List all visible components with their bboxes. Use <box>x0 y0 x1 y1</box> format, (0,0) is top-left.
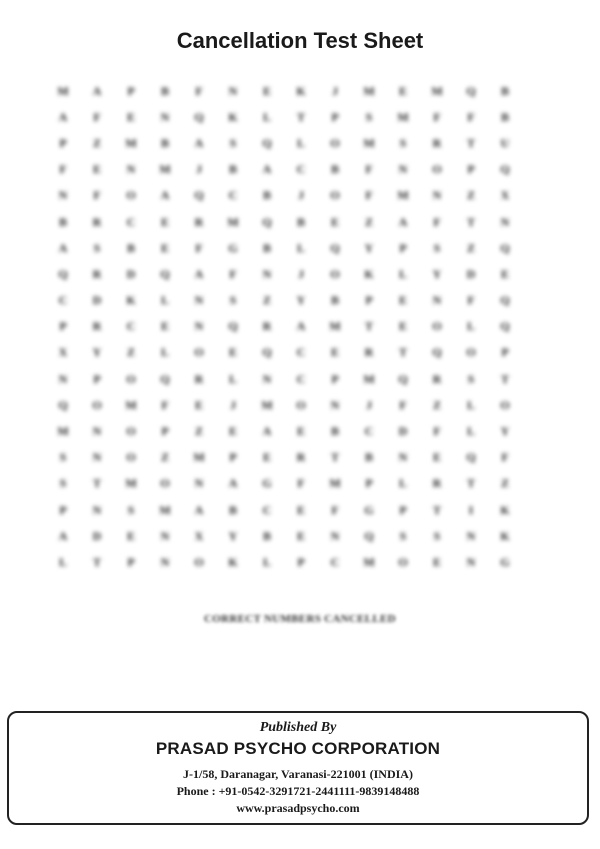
grid-letter[interactable]: O <box>92 397 102 412</box>
grid-letter[interactable]: B <box>262 188 271 203</box>
grid-letter[interactable]: C <box>296 371 306 386</box>
grid-letter[interactable]: N <box>194 293 204 308</box>
grid-letter[interactable]: M <box>159 502 171 517</box>
grid-letter[interactable]: T <box>466 476 475 491</box>
grid-letter[interactable]: Q <box>160 371 170 386</box>
grid-letter[interactable]: R <box>364 345 374 360</box>
grid-letter[interactable]: P <box>467 162 475 177</box>
grid-letter[interactable]: Z <box>364 214 373 229</box>
grid-letter[interactable]: Q <box>262 135 272 150</box>
grid-letter[interactable]: B <box>330 162 339 177</box>
grid-letter[interactable]: N <box>58 371 68 386</box>
grid-letter[interactable]: N <box>500 214 510 229</box>
grid-letter[interactable]: B <box>228 502 237 517</box>
grid-letter[interactable]: E <box>432 450 441 465</box>
grid-letter[interactable]: E <box>262 450 271 465</box>
grid-letter[interactable]: E <box>330 214 339 229</box>
grid-letter[interactable]: B <box>160 83 169 98</box>
grid-letter[interactable]: E <box>296 502 305 517</box>
grid-letter[interactable]: N <box>92 424 102 439</box>
grid-letter[interactable]: N <box>432 293 442 308</box>
grid-letter[interactable]: Y <box>500 424 510 439</box>
grid-letter[interactable]: Z <box>92 135 101 150</box>
grid-letter[interactable]: R <box>194 371 204 386</box>
grid-letter[interactable]: X <box>194 528 204 543</box>
publisher-address: J-1/58, Daranagar, Varanasi-221001 (INDIA) <box>183 767 413 781</box>
grid-letter[interactable]: Q <box>194 188 204 203</box>
grid-letter[interactable]: A <box>194 502 204 517</box>
grid-letter[interactable]: C <box>58 293 68 308</box>
grid-letter[interactable]: Q <box>432 345 442 360</box>
grid-letter[interactable]: S <box>433 528 441 543</box>
grid-letter[interactable]: Q <box>500 162 510 177</box>
grid-letter[interactable]: Q <box>398 371 408 386</box>
grid-letter[interactable]: A <box>262 162 272 177</box>
grid-letter[interactable]: O <box>160 476 170 491</box>
grid-letter[interactable]: J <box>298 266 304 281</box>
grid-letter[interactable]: E <box>194 397 203 412</box>
grid-row <box>46 392 556 418</box>
grid-letter[interactable]: C <box>296 162 306 177</box>
grid-letter[interactable]: E <box>296 528 305 543</box>
grid-letter[interactable]: E <box>398 319 407 334</box>
grid-letter[interactable]: M <box>397 188 409 203</box>
grid-letter[interactable]: Z <box>466 188 475 203</box>
grid-row <box>46 209 556 235</box>
grid-letter[interactable]: S <box>229 293 237 308</box>
grid-letter[interactable]: Q <box>500 319 510 334</box>
grid-letter[interactable]: M <box>363 371 375 386</box>
grid-letter[interactable]: G <box>228 240 238 255</box>
grid-letter[interactable]: P <box>365 476 373 491</box>
grid-row <box>46 366 556 392</box>
grid-letter[interactable]: T <box>398 345 407 360</box>
grid-row <box>46 471 556 497</box>
grid-letter[interactable]: F <box>433 214 441 229</box>
grid-letter[interactable]: N <box>228 83 238 98</box>
grid-letter[interactable]: G <box>364 502 374 517</box>
grid-letter[interactable]: O <box>126 450 136 465</box>
grid-letter[interactable]: E <box>296 424 305 439</box>
grid-letter[interactable]: F <box>93 188 101 203</box>
grid-letter[interactable]: M <box>125 397 137 412</box>
grid-letter[interactable]: M <box>329 476 341 491</box>
grid-letter[interactable]: A <box>58 528 68 543</box>
grid-letter[interactable]: E <box>160 214 169 229</box>
correct-numbers-cancelled-label: CORRECT NUMBERS CANCELLED <box>204 613 396 625</box>
grid-letter[interactable]: P <box>59 135 67 150</box>
grid-letter[interactable]: L <box>296 240 305 255</box>
grid-letter[interactable]: T <box>432 502 441 517</box>
grid-letter[interactable]: C <box>330 554 340 569</box>
grid-letter[interactable]: O <box>466 345 476 360</box>
grid-letter[interactable]: Z <box>500 476 509 491</box>
grid-letter[interactable]: O <box>296 397 306 412</box>
publisher-website: www.prasadpsycho.com <box>236 801 360 815</box>
grid-letter[interactable]: A <box>398 214 408 229</box>
grid-letter[interactable]: T <box>330 450 339 465</box>
grid-letter[interactable]: Q <box>58 266 68 281</box>
grid-letter[interactable]: S <box>399 135 407 150</box>
grid-letter[interactable]: P <box>297 554 305 569</box>
grid-letter[interactable]: B <box>126 240 135 255</box>
grid-letter[interactable]: P <box>399 502 407 517</box>
grid-letter[interactable]: F <box>365 188 373 203</box>
grid-letter[interactable]: F <box>433 424 441 439</box>
grid-row <box>46 523 556 549</box>
grid-letter[interactable]: L <box>398 476 407 491</box>
grid-letter[interactable]: Q <box>160 266 170 281</box>
grid-letter[interactable]: J <box>196 162 202 177</box>
grid-letter[interactable]: P <box>161 424 169 439</box>
grid-letter[interactable]: S <box>229 135 237 150</box>
grid-letter[interactable]: A <box>160 188 170 203</box>
grid-letter[interactable]: R <box>432 371 442 386</box>
grid-row <box>46 288 556 314</box>
grid-letter[interactable]: A <box>228 476 238 491</box>
grid-letter[interactable]: F <box>195 240 203 255</box>
grid-letter[interactable]: M <box>363 83 375 98</box>
grid-letter[interactable]: N <box>432 188 442 203</box>
grid-letter[interactable]: Y <box>92 345 102 360</box>
grid-letter[interactable]: O <box>432 319 442 334</box>
grid-letter[interactable]: K <box>500 528 510 543</box>
grid-letter[interactable]: N <box>398 450 408 465</box>
grid-letter[interactable]: M <box>397 109 409 124</box>
grid-letter[interactable]: N <box>92 450 102 465</box>
letter-grid <box>46 78 556 576</box>
grid-letter[interactable]: Y <box>364 240 374 255</box>
grid-letter[interactable]: N <box>262 371 272 386</box>
grid-letter[interactable]: Q <box>364 528 374 543</box>
grid-letter[interactable]: I <box>468 502 474 517</box>
grid-letter[interactable]: A <box>58 240 68 255</box>
grid-letter[interactable]: N <box>330 397 340 412</box>
grid-letter[interactable]: Q <box>262 345 272 360</box>
grid-letter[interactable]: F <box>467 109 475 124</box>
grid-letter[interactable]: P <box>127 83 135 98</box>
grid-letter[interactable]: B <box>500 83 509 98</box>
grid-letter[interactable]: M <box>193 450 205 465</box>
grid-letter[interactable]: Q <box>262 214 272 229</box>
grid-letter[interactable]: M <box>159 162 171 177</box>
grid-letter[interactable]: D <box>398 424 408 439</box>
grid-letter[interactable]: S <box>59 450 67 465</box>
grid-letter[interactable]: J <box>230 397 236 412</box>
grid-row <box>46 314 556 340</box>
grid-letter[interactable]: D <box>92 293 102 308</box>
grid-letter[interactable]: C <box>228 188 238 203</box>
grid-letter[interactable]: M <box>57 83 69 98</box>
grid-letter[interactable]: K <box>228 554 238 569</box>
grid-letter[interactable]: A <box>92 83 102 98</box>
grid-letter[interactable]: B <box>262 240 271 255</box>
grid-letter[interactable]: F <box>331 502 339 517</box>
grid-letter[interactable]: M <box>125 476 137 491</box>
grid-letter[interactable]: F <box>59 162 67 177</box>
grid-letter[interactable]: B <box>228 162 237 177</box>
grid-letter[interactable]: Q <box>500 293 510 308</box>
grid-letter[interactable]: S <box>467 371 475 386</box>
grid-letter[interactable]: B <box>262 528 271 543</box>
published-by-label: Published By <box>259 720 337 735</box>
grid-letter[interactable]: R <box>92 266 102 281</box>
grid-letter[interactable]: F <box>229 266 237 281</box>
grid-letter[interactable]: S <box>93 240 101 255</box>
grid-letter[interactable]: N <box>126 162 136 177</box>
grid-letter[interactable]: P <box>501 345 509 360</box>
grid-letter[interactable]: K <box>126 293 136 308</box>
grid-letter[interactable]: M <box>431 83 443 98</box>
grid-letter[interactable]: M <box>125 135 137 150</box>
grid-letter[interactable]: O <box>194 554 204 569</box>
grid-letter[interactable]: B <box>330 293 339 308</box>
grid-letter[interactable]: C <box>296 345 306 360</box>
grid-letter[interactable]: N <box>398 162 408 177</box>
grid-letter[interactable]: R <box>92 214 102 229</box>
grid-letter[interactable]: O <box>330 188 340 203</box>
grid-row <box>46 445 556 471</box>
grid-letter[interactable]: R <box>194 214 204 229</box>
grid-letter[interactable]: N <box>160 528 170 543</box>
grid-letter[interactable]: X <box>58 345 68 360</box>
grid-letter[interactable]: C <box>364 424 374 439</box>
grid-letter[interactable]: N <box>160 554 170 569</box>
grid-letter[interactable]: F <box>365 162 373 177</box>
grid-letter[interactable]: Z <box>126 345 135 360</box>
grid-letter[interactable]: L <box>228 371 237 386</box>
grid-letter[interactable]: T <box>92 476 101 491</box>
publisher-phone: Phone : +91-0542-3291721-2441111-9839148488 <box>176 784 420 798</box>
grid-letter[interactable]: Y <box>432 266 442 281</box>
grid-letter[interactable]: T <box>500 371 509 386</box>
grid-row <box>46 261 556 287</box>
grid-letter[interactable]: E <box>92 162 101 177</box>
grid-letter[interactable]: B <box>160 135 169 150</box>
grid-letter[interactable]: M <box>363 554 375 569</box>
grid-letter[interactable]: N <box>92 502 102 517</box>
grid-letter[interactable]: K <box>364 266 374 281</box>
grid-letter[interactable]: L <box>58 554 67 569</box>
grid-letter[interactable]: D <box>126 266 136 281</box>
grid-letter[interactable]: A <box>194 266 204 281</box>
grid-row <box>46 235 556 261</box>
grid-letter[interactable]: M <box>227 214 239 229</box>
grid-letter[interactable]: F <box>297 476 305 491</box>
grid-letter[interactable]: P <box>229 450 237 465</box>
grid-letter[interactable]: Q <box>194 109 204 124</box>
page-title: Cancellation Test Sheet <box>176 28 424 53</box>
grid-letter[interactable]: E <box>398 293 407 308</box>
grid-letter[interactable]: T <box>296 109 305 124</box>
grid-letter[interactable]: N <box>58 188 68 203</box>
grid-letter[interactable]: C <box>126 319 136 334</box>
grid-letter[interactable]: O <box>330 266 340 281</box>
grid-row <box>46 418 556 444</box>
grid-letter[interactable]: E <box>160 240 169 255</box>
grid-letter[interactable]: Q <box>466 450 476 465</box>
grid-letter[interactable]: Q <box>330 240 340 255</box>
grid-letter[interactable]: Q <box>500 240 510 255</box>
grid-letter[interactable]: J <box>298 188 304 203</box>
grid-letter[interactable]: G <box>262 476 272 491</box>
grid-letter[interactable]: P <box>331 371 339 386</box>
grid-letter[interactable]: Z <box>432 397 441 412</box>
grid-letter[interactable]: Z <box>466 240 475 255</box>
grid-letter[interactable]: R <box>432 476 442 491</box>
grid-letter[interactable]: D <box>92 528 102 543</box>
grid-letter[interactable]: M <box>329 319 341 334</box>
grid-letter[interactable]: S <box>59 476 67 491</box>
grid-letter[interactable]: N <box>160 109 170 124</box>
grid-letter[interactable]: N <box>466 554 476 569</box>
grid-letter[interactable]: E <box>126 109 135 124</box>
grid-letter[interactable]: R <box>262 319 272 334</box>
grid-letter[interactable]: O <box>330 135 340 150</box>
grid-letter[interactable]: P <box>59 319 67 334</box>
grid-row <box>46 183 556 209</box>
grid-letter[interactable]: T <box>364 319 373 334</box>
grid-letter[interactable]: O <box>432 162 442 177</box>
grid-letter[interactable]: A <box>296 319 306 334</box>
grid-letter[interactable]: Y <box>228 528 238 543</box>
grid-letter[interactable]: Q <box>58 397 68 412</box>
publisher-box <box>7 711 589 825</box>
grid-letter[interactable]: G <box>500 554 510 569</box>
grid-letter[interactable]: S <box>399 528 407 543</box>
grid-letter[interactable]: F <box>501 450 509 465</box>
grid-letter[interactable]: L <box>466 397 475 412</box>
grid-letter[interactable]: E <box>228 424 237 439</box>
grid-letter[interactable]: Z <box>160 450 169 465</box>
grid-letter[interactable]: X <box>500 188 510 203</box>
grid-letter[interactable]: A <box>194 135 204 150</box>
grid-letter[interactable]: L <box>398 266 407 281</box>
grid-letter[interactable]: F <box>195 83 203 98</box>
grid-letter[interactable]: F <box>467 293 475 308</box>
grid-letter[interactable]: O <box>126 424 136 439</box>
grid-letter[interactable]: L <box>160 293 169 308</box>
grid-letter[interactable]: K <box>500 502 510 517</box>
grid-letter[interactable]: L <box>296 135 305 150</box>
grid-letter[interactable]: L <box>466 319 475 334</box>
grid-letter[interactable]: E <box>228 345 237 360</box>
grid-letter[interactable]: N <box>330 528 340 543</box>
grid-letter[interactable]: M <box>261 397 273 412</box>
grid-letter[interactable]: B <box>296 214 305 229</box>
grid-row <box>46 497 556 523</box>
grid-letter[interactable]: B <box>500 109 509 124</box>
grid-letter[interactable]: E <box>262 83 271 98</box>
grid-letter[interactable]: M <box>363 135 375 150</box>
grid-letter[interactable]: E <box>432 554 441 569</box>
grid-letter[interactable]: B <box>330 424 339 439</box>
grid-letter[interactable]: K <box>228 109 238 124</box>
grid-letter[interactable]: N <box>466 528 476 543</box>
grid-letter[interactable]: N <box>262 266 272 281</box>
grid-letter[interactable]: O <box>194 345 204 360</box>
grid-letter[interactable]: F <box>399 397 407 412</box>
grid-letter[interactable]: P <box>93 371 101 386</box>
grid-letter[interactable]: O <box>126 188 136 203</box>
grid-letter[interactable]: L <box>466 424 475 439</box>
grid-letter[interactable]: L <box>160 345 169 360</box>
grid-row <box>46 549 556 575</box>
grid-letter[interactable]: J <box>366 397 372 412</box>
grid-letter[interactable]: Y <box>296 293 306 308</box>
grid-letter[interactable]: E <box>126 528 135 543</box>
grid-letter[interactable]: A <box>58 109 68 124</box>
grid-row <box>46 130 556 156</box>
grid-row <box>46 78 556 104</box>
grid-letter[interactable]: P <box>399 240 407 255</box>
grid-letter[interactable]: P <box>127 554 135 569</box>
grid-letter[interactable]: A <box>262 424 272 439</box>
grid-letter[interactable]: L <box>262 109 271 124</box>
grid-letter[interactable]: E <box>160 319 169 334</box>
grid-letter[interactable]: Z <box>262 293 271 308</box>
grid-letter[interactable]: N <box>194 319 204 334</box>
grid-letter[interactable]: F <box>433 109 441 124</box>
grid-row <box>46 104 556 130</box>
grid-letter[interactable]: Q <box>228 319 238 334</box>
grid-letter[interactable]: F <box>93 109 101 124</box>
grid-letter[interactable]: U <box>500 135 510 150</box>
grid-letter[interactable]: R <box>92 319 102 334</box>
grid-row <box>46 340 556 366</box>
grid-letter[interactable]: O <box>500 397 510 412</box>
grid-letter[interactable]: R <box>432 135 442 150</box>
grid-letter[interactable]: T <box>92 554 101 569</box>
grid-letter[interactable]: T <box>466 214 475 229</box>
grid-letter[interactable]: F <box>161 397 169 412</box>
grid-letter[interactable]: M <box>57 424 69 439</box>
grid-letter[interactable]: Q <box>466 83 476 98</box>
grid-letter[interactable]: S <box>365 109 373 124</box>
grid-letter[interactable]: T <box>466 135 475 150</box>
grid-letter[interactable]: C <box>262 502 272 517</box>
grid-letter[interactable]: O <box>126 371 136 386</box>
grid-letter[interactable]: P <box>365 293 373 308</box>
grid-letter[interactable]: B <box>364 450 373 465</box>
grid-letter[interactable]: E <box>500 266 509 281</box>
publisher-name: PRASAD PSYCHO CORPORATION <box>155 739 441 758</box>
grid-letter[interactable]: Z <box>194 424 203 439</box>
grid-letter[interactable]: E <box>398 83 407 98</box>
grid-letter[interactable]: J <box>332 83 338 98</box>
grid-letter[interactable]: L <box>262 554 271 569</box>
grid-letter[interactable]: S <box>127 502 135 517</box>
grid-letter[interactable]: B <box>58 214 67 229</box>
grid-letter[interactable]: P <box>59 502 67 517</box>
grid-letter[interactable]: S <box>433 240 441 255</box>
grid-letter[interactable]: P <box>331 109 339 124</box>
grid-letter[interactable]: D <box>466 266 476 281</box>
grid-letter[interactable]: K <box>296 83 306 98</box>
grid-letter[interactable]: R <box>296 450 306 465</box>
grid-letter[interactable]: C <box>126 214 136 229</box>
grid-row <box>46 157 556 183</box>
grid-letter[interactable]: E <box>330 345 339 360</box>
grid-letter[interactable]: N <box>194 476 204 491</box>
grid-letter[interactable]: O <box>398 554 408 569</box>
